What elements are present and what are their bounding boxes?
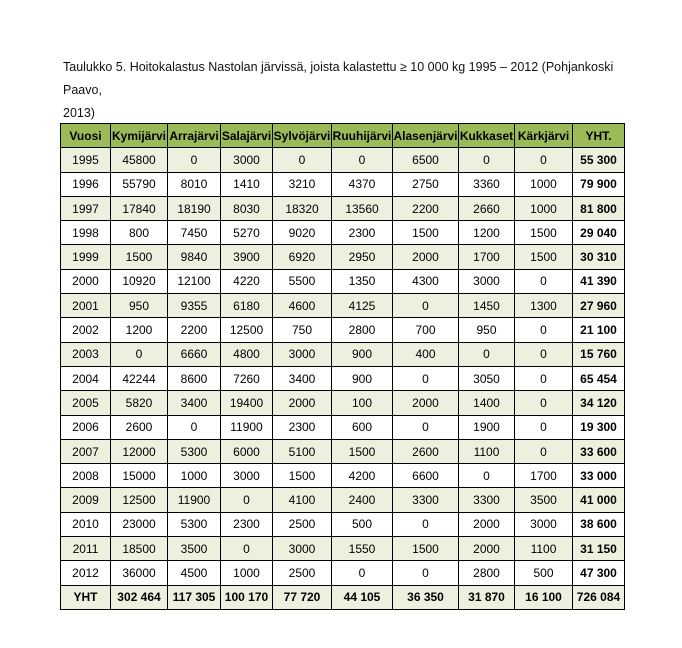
column-header: Arrajärvi [168,124,221,148]
table-cell: 15000 [111,464,168,488]
table-cell: 6920 [273,245,332,269]
table-row [61,342,625,366]
table-cell: 13560 [332,196,393,220]
table-cell: 3000 [221,148,273,172]
table-cell: 0 [393,294,459,318]
table-cell: 8010 [168,172,221,196]
table-cell: 2300 [273,415,332,439]
table-cell: 0 [515,269,573,293]
table-cell: 1500 [273,464,332,488]
table-cell: 5100 [273,439,332,463]
table-cell: 900 [332,366,393,390]
table-cell: 12500 [221,318,273,342]
row-total-cell: 41 390 [573,269,625,293]
table-cell: 2600 [393,439,459,463]
table-cell: 3900 [221,245,273,269]
table-cell: 9020 [273,221,332,245]
row-total-cell: 27 960 [573,294,625,318]
table-cell: 12500 [111,488,168,512]
table-row [61,196,625,220]
table-cell: 0 [393,415,459,439]
table-cell: 10920 [111,269,168,293]
table-cell: 1200 [459,221,515,245]
table-cell: 0 [221,488,273,512]
table-cell: 2660 [459,196,515,220]
row-total-cell: 38 600 [573,512,625,536]
table-cell: 2200 [393,196,459,220]
table-cell: 3360 [459,172,515,196]
table-cell: 3000 [459,269,515,293]
table-row [61,439,625,463]
table-cell: 6000 [221,439,273,463]
table-cell: 0 [459,148,515,172]
year-cell: 2007 [61,439,111,463]
row-total-cell: 47 300 [573,561,625,585]
table-cell: 950 [111,294,168,318]
totals-row [61,585,625,609]
table-cell: 2000 [459,537,515,561]
table-cell: 3000 [273,342,332,366]
table-row [61,294,625,318]
table-cell: 1000 [168,464,221,488]
table-cell: 0 [515,439,573,463]
table-cell: 3000 [515,512,573,536]
table-cell: 2600 [111,415,168,439]
table-cell: 0 [393,366,459,390]
table-caption [63,56,623,125]
year-cell: 1999 [61,245,111,269]
table-row [61,561,625,585]
table-cell: 3400 [273,366,332,390]
year-cell: 2008 [61,464,111,488]
year-cell: 2009 [61,488,111,512]
year-cell: 2000 [61,269,111,293]
table-cell: 2000 [393,391,459,415]
table-cell: 0 [273,148,332,172]
table-cell: 12100 [168,269,221,293]
table-cell: 18320 [273,196,332,220]
table-cell: 0 [459,464,515,488]
row-total-cell: 30 310 [573,245,625,269]
table-cell: 400 [393,342,459,366]
table-cell: 1100 [515,537,573,561]
table-cell: 2200 [168,318,221,342]
table-cell: 0 [515,366,573,390]
table-cell: 11900 [168,488,221,512]
row-total-cell: 65 454 [573,366,625,390]
table-cell: 0 [393,512,459,536]
table-cell: 1000 [515,172,573,196]
table-cell: 1500 [332,439,393,463]
table-cell: 8600 [168,366,221,390]
table-cell: 45800 [111,148,168,172]
column-header: Kymijärvi [111,124,168,148]
table-header [61,124,625,148]
table-row [61,269,625,293]
table-cell: 1100 [459,439,515,463]
row-total-cell: 31 150 [573,537,625,561]
table-cell: 3000 [273,537,332,561]
table-cell: 1900 [459,415,515,439]
table-cell: 18500 [111,537,168,561]
column-total-cell: 302 464 [111,585,168,609]
table-row [61,245,625,269]
table-cell: 1300 [515,294,573,318]
table-cell: 42244 [111,366,168,390]
table-cell: 4600 [273,294,332,318]
row-total-cell: 33 600 [573,439,625,463]
table-cell: 3300 [393,488,459,512]
table-cell: 17840 [111,196,168,220]
table-cell: 1450 [459,294,515,318]
year-cell: 2012 [61,561,111,585]
table-cell: 1550 [332,537,393,561]
table-cell: 6600 [393,464,459,488]
column-total-cell: 726 084 [573,585,625,609]
table-row [61,366,625,390]
table-cell: 0 [515,318,573,342]
table-cell: 2500 [273,561,332,585]
table-cell: 500 [332,512,393,536]
table-cell: 1500 [393,221,459,245]
table-cell: 1410 [221,172,273,196]
table-row [61,464,625,488]
column-header: Kärkjärvi [515,124,573,148]
row-total-cell: 19 300 [573,415,625,439]
table-cell: 2400 [332,488,393,512]
table-cell: 0 [515,415,573,439]
table-cell: 8030 [221,196,273,220]
table-cell: 1000 [515,196,573,220]
year-cell: 2003 [61,342,111,366]
table-cell: 4300 [393,269,459,293]
table-cell: 1500 [515,221,573,245]
row-total-cell: 41 000 [573,488,625,512]
table-cell: 11900 [221,415,273,439]
table-cell: 23000 [111,512,168,536]
row-total-cell: 15 760 [573,342,625,366]
year-cell: 2004 [61,366,111,390]
table-cell: 100 [332,391,393,415]
table-row [61,172,625,196]
row-total-cell: 29 040 [573,221,625,245]
table-cell: 800 [111,221,168,245]
table-cell: 2500 [273,512,332,536]
table-row [61,318,625,342]
table-cell: 9355 [168,294,221,318]
table-cell: 1500 [111,245,168,269]
column-header: Kukkaset [459,124,515,148]
table-cell: 19400 [221,391,273,415]
table-cell: 0 [332,561,393,585]
table-cell: 0 [332,148,393,172]
year-cell: 1997 [61,196,111,220]
table-cell: 0 [515,391,573,415]
table-cell: 4370 [332,172,393,196]
fishing-catch-table [60,123,625,610]
table-cell: 12000 [111,439,168,463]
table-cell: 0 [515,342,573,366]
table-cell: 7260 [221,366,273,390]
table-cell: 36000 [111,561,168,585]
year-cell: 2011 [61,537,111,561]
table-cell: 3050 [459,366,515,390]
table-row [61,537,625,561]
column-header: Vuosi [61,124,111,148]
table-row [61,415,625,439]
table-cell: 18190 [168,196,221,220]
table-cell: 1200 [111,318,168,342]
table-cell: 4125 [332,294,393,318]
column-total-cell: 31 870 [459,585,515,609]
table-cell: 0 [111,342,168,366]
table-cell: 5500 [273,269,332,293]
table-cell: 1400 [459,391,515,415]
table-cell: 2000 [459,512,515,536]
row-total-cell: 34 120 [573,391,625,415]
year-cell: 2005 [61,391,111,415]
table-cell: 3500 [515,488,573,512]
year-cell: 2001 [61,294,111,318]
table-cell: 55790 [111,172,168,196]
table-cell: 5820 [111,391,168,415]
year-cell: 1996 [61,172,111,196]
table-cell: 2750 [393,172,459,196]
table-cell: 600 [332,415,393,439]
column-header: Ruuhijärvi [332,124,393,148]
table-cell: 7450 [168,221,221,245]
table-cell: 5300 [168,512,221,536]
row-total-cell: 21 100 [573,318,625,342]
table-cell: 2300 [332,221,393,245]
table-cell: 500 [515,561,573,585]
table-cell: 3400 [168,391,221,415]
column-total-cell: 117 305 [168,585,221,609]
table-cell: 4200 [332,464,393,488]
table-row [61,148,625,172]
table-footer [61,585,625,609]
row-total-cell: 81 800 [573,196,625,220]
table-cell: 1500 [393,537,459,561]
year-cell: 1998 [61,221,111,245]
table-cell: 0 [168,415,221,439]
table-cell: 4500 [168,561,221,585]
table-cell: 750 [273,318,332,342]
table-cell: 3000 [221,464,273,488]
year-cell: 2010 [61,512,111,536]
table-cell: 0 [393,561,459,585]
row-total-cell: 79 900 [573,172,625,196]
table-row [61,488,625,512]
table-row [61,391,625,415]
column-total-cell: 77 720 [273,585,332,609]
table-cell: 1700 [459,245,515,269]
column-header: Salajärvi [221,124,273,148]
row-total-cell: 33 000 [573,464,625,488]
totals-label-cell: YHT [61,585,111,609]
header-row [61,124,625,148]
table-cell: 4100 [273,488,332,512]
table-row [61,512,625,536]
column-total-cell: 100 170 [221,585,273,609]
table-cell: 5300 [168,439,221,463]
caption-line-1: Taulukko 5. Hoitokalastus Nastolan järvissä, joista kalastettu ≥ 10 000 kg 1995 – 2012 (Pohjankoski Paavo, [63,60,614,97]
table-cell: 1500 [515,245,573,269]
table-cell: 950 [459,318,515,342]
table-cell: 0 [459,342,515,366]
table-cell: 3210 [273,172,332,196]
column-total-cell: 16 100 [515,585,573,609]
table-cell: 2800 [332,318,393,342]
table-cell: 2800 [459,561,515,585]
table-cell: 0 [221,537,273,561]
column-total-cell: 36 350 [393,585,459,609]
year-cell: 2002 [61,318,111,342]
table-cell: 3300 [459,488,515,512]
column-header: Sylvöjärvi [273,124,332,148]
table-cell: 2950 [332,245,393,269]
table-cell: 1000 [221,561,273,585]
table-cell: 1350 [332,269,393,293]
table-body [61,148,625,585]
table-cell: 2000 [393,245,459,269]
table-cell: 0 [515,148,573,172]
table-cell: 5270 [221,221,273,245]
table-cell: 0 [168,148,221,172]
table-cell: 6180 [221,294,273,318]
column-total-cell: 44 105 [332,585,393,609]
caption-line-2: 2013) [63,106,95,120]
table-cell: 1700 [515,464,573,488]
table-cell: 2300 [221,512,273,536]
table-row [61,221,625,245]
table-cell: 700 [393,318,459,342]
column-header: YHT. [573,124,625,148]
table-cell: 4220 [221,269,273,293]
year-cell: 2006 [61,415,111,439]
table-cell: 6500 [393,148,459,172]
table-cell: 900 [332,342,393,366]
table-cell: 6660 [168,342,221,366]
column-header: Alasenjärvi [393,124,459,148]
row-total-cell: 55 300 [573,148,625,172]
table-cell: 2000 [273,391,332,415]
year-cell: 1995 [61,148,111,172]
table-cell: 3500 [168,537,221,561]
table-cell: 9840 [168,245,221,269]
table-cell: 4800 [221,342,273,366]
